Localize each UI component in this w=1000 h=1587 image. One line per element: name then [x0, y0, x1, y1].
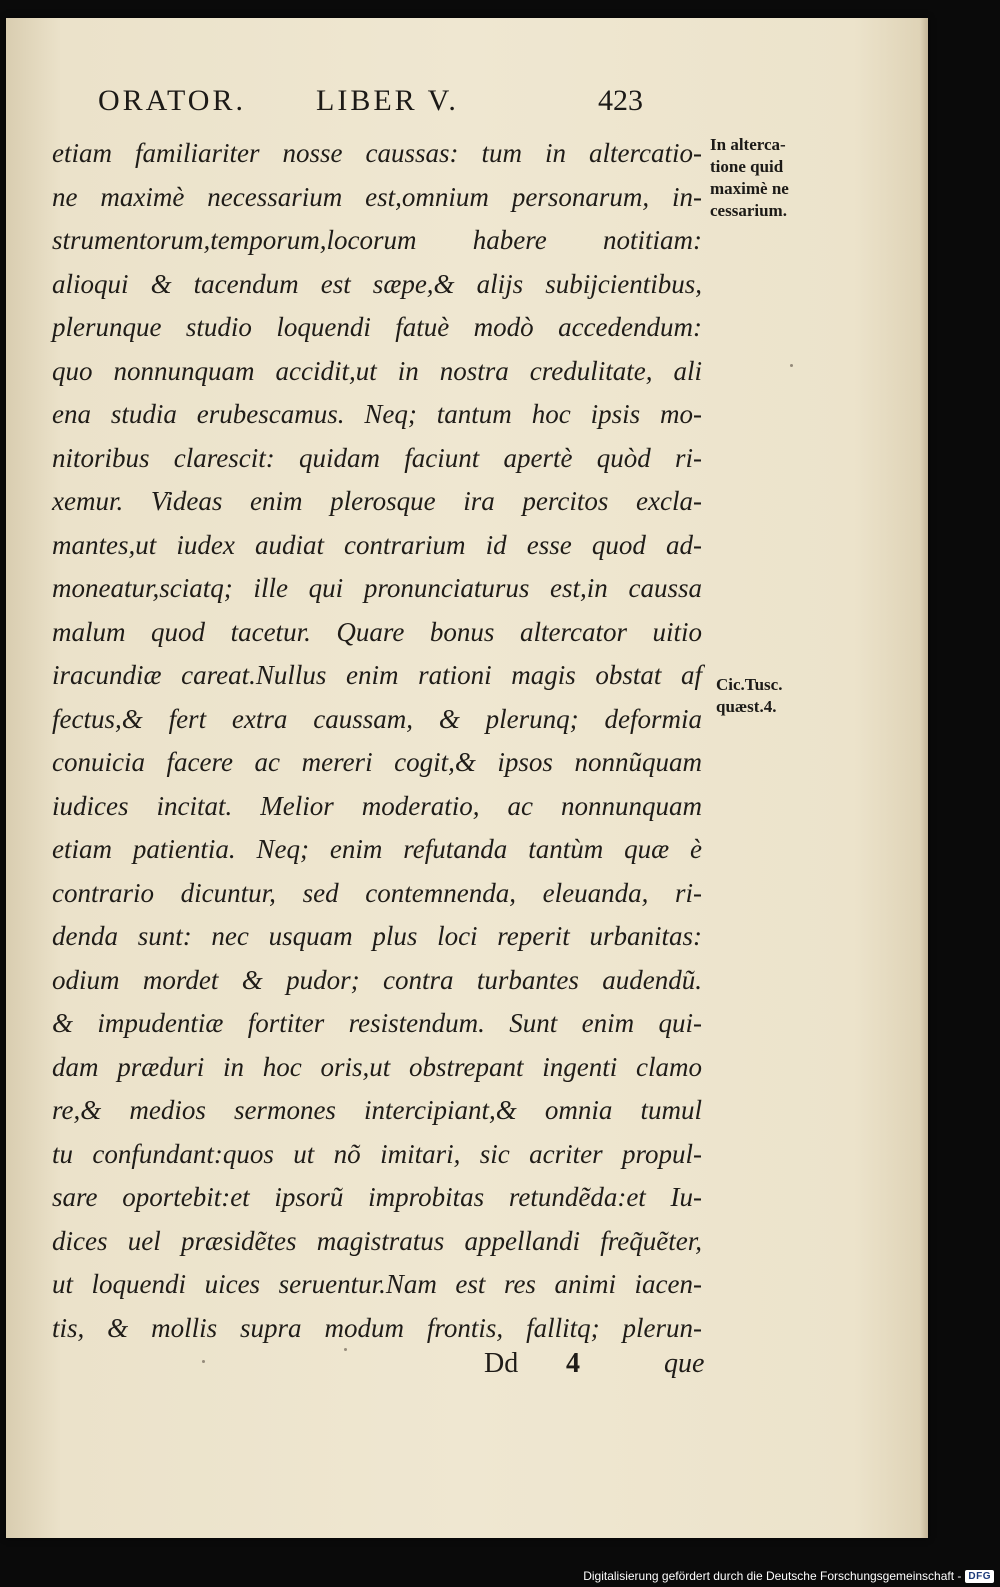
- text-line: tis, & mollis supra modum frontis, fallitq; plerun-: [52, 1312, 702, 1343]
- digitization-credit: [583, 1567, 994, 1585]
- text-line: alioqui & tacendum est sæpe,& alijs subijcientibus,: [52, 268, 702, 299]
- text-line: re,& medios sermones intercipiant,& omnia tumul: [52, 1095, 702, 1125]
- text-line: plerunque studio loquendi fatuè modò accedendum:: [52, 312, 702, 342]
- marginal-note-line: In alterca-: [710, 135, 786, 154]
- text-line: strumentorum,temporum,locorum habere notitiam:: [52, 225, 702, 255]
- catchword: que: [664, 1348, 705, 1379]
- text-line: tu confundant:quos ut nõ imitari, sic acriter propul-: [52, 1138, 702, 1169]
- page-edge-shadow: [920, 18, 928, 1538]
- dfg-logo: DFG: [965, 1570, 994, 1583]
- marginal-note-citation: [716, 674, 782, 718]
- marginal-note-line: maximè ne: [710, 179, 789, 198]
- text-line: moneatur,sciatq; ille qui pronunciaturus est,in caussa: [52, 573, 702, 603]
- paper-speck: [790, 364, 793, 367]
- marginal-note-line: tione quid: [710, 157, 784, 176]
- marginal-note-line: Cic.Tusc.: [716, 675, 783, 694]
- signature-mark: Dd: [484, 1348, 519, 1379]
- text-line: nitoribus clarescit: quidam faciunt apertè quòd ri-: [52, 442, 702, 473]
- text-line: odium mordet & pudor; contra turbantes audendũ.: [52, 964, 702, 995]
- text-line: etiam patientia. Neq; enim refutanda tantùm quæ è: [52, 834, 702, 864]
- text-line: sare oportebit:et ipsorũ improbitas retundẽda:et Iu-: [52, 1182, 702, 1212]
- text-line: quo nonnunquam accidit,ut in nostra credulitate, ali: [52, 355, 702, 386]
- text-line: dices uel præsidẽtes magistratus appellandi freq̃uẽter,: [52, 1225, 702, 1256]
- text-line: ne maximè necessarium est,omnium personarum, in-: [52, 181, 702, 212]
- text-line: etiam familiariter nosse caussas: tum in altercatio-: [52, 138, 702, 168]
- text-line: contrario dicuntur, sed contemnenda, eleuanda, ri-: [52, 877, 702, 908]
- text-line: iracundiæ careat.Nullus enim rationi magis obstat af: [52, 660, 702, 690]
- signature-number: 4: [566, 1348, 580, 1379]
- marginal-note-altercatione: [710, 134, 789, 222]
- credit-text: Digitalisierung gefördert durch die Deutsche Forschungsgemeinschaft -: [583, 1569, 962, 1583]
- text-line: xemur. Videas enim plerosque ira percitos excla-: [52, 486, 702, 516]
- text-line: malum quod tacetur. Quare bonus altercator uitio: [52, 616, 702, 647]
- text-line: ut loquendi uices seruentur.Nam est res animi iacen-: [52, 1269, 702, 1299]
- paper-speck: [202, 1360, 205, 1363]
- marginal-note-line: quæst.4.: [716, 697, 777, 716]
- main-text-block: [52, 132, 702, 1350]
- marginal-note-line: cessarium.: [710, 201, 787, 220]
- text-line: ena studia erubescamus. Neq; tantum hoc ipsis mo-: [52, 399, 702, 429]
- text-line: mantes,ut iudex audiat contrarium id esse quod ad-: [52, 529, 702, 560]
- text-line: & impudentiæ fortiter resistendum. Sunt enim qui-: [52, 1008, 702, 1038]
- text-line: dam præduri in hoc oris,ut obstrepant ingenti clamo: [52, 1051, 702, 1082]
- text-line: iudices incitat. Melior moderatio, ac nonnunquam: [52, 790, 702, 821]
- running-title: ORATOR.: [98, 84, 246, 117]
- text-line: fectus,& fert extra caussam, & plerunq; deformia: [52, 703, 702, 734]
- text-line: conuicia facere ac mereri cogit,& ipsos nonnũquam: [52, 747, 702, 777]
- text-line: denda sunt: nec usquam plus loci reperit urbanitas:: [52, 921, 702, 951]
- page-number: 423: [598, 84, 643, 117]
- book-label: LIBER V.: [316, 84, 459, 117]
